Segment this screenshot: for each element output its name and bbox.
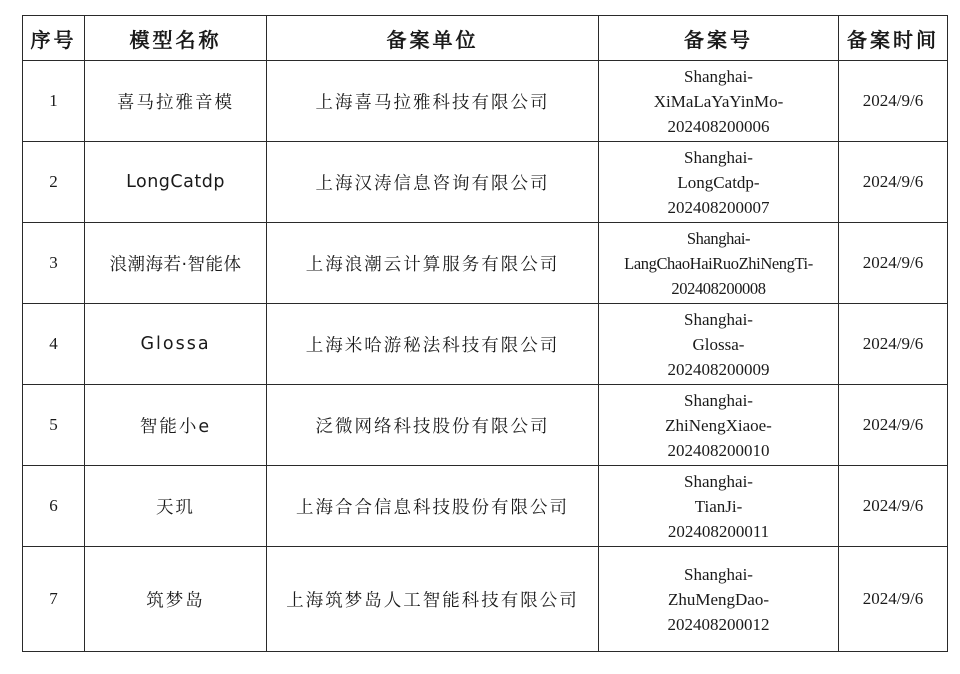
table-body [23,61,948,652]
header-organization: 备案单位 [267,16,599,61]
table-row [23,385,948,466]
cell-registration-no: Shanghai- LangChaoHaiRuoZhiNengTi- 202408200008 [599,223,839,304]
cell-model-name: 智能小e [85,385,267,466]
cell-index: 1 [23,61,85,142]
header-index: 序号 [23,16,85,61]
cell-filing-date: 2024/9/6 [839,466,948,547]
cell-index: 5 [23,385,85,466]
cell-model-name: 筑梦岛 [85,547,267,652]
table-row [23,466,948,547]
cell-model-name: 浪潮海若·智能体 [85,223,267,304]
cell-organization: 上海汉涛信息咨询有限公司 [267,142,599,223]
cell-model-name: 天玑 [85,466,267,547]
cell-organization: 泛微网络科技股份有限公司 [267,385,599,466]
cell-index: 4 [23,304,85,385]
cell-registration-no: Shanghai- TianJi- 202408200011 [599,466,839,547]
cell-filing-date: 2024/9/6 [839,61,948,142]
cell-registration-no: Shanghai- ZhiNengXiaoe- 202408200010 [599,385,839,466]
cell-registration-no: Shanghai- XiMaLaYaYinMo- 202408200006 [599,61,839,142]
cell-index: 6 [23,466,85,547]
cell-registration-no: Shanghai- ZhuMengDao- 202408200012 [599,547,839,652]
cell-organization: 上海喜马拉雅科技有限公司 [267,61,599,142]
cell-filing-date: 2024/9/6 [839,223,948,304]
cell-organization: 上海合合信息科技股份有限公司 [267,466,599,547]
table-header [23,16,948,61]
header-registration-no: 备案号 [599,16,839,61]
cell-registration-no: Shanghai- LongCatdp- 202408200007 [599,142,839,223]
registration-table [22,15,948,652]
table-row [23,547,948,652]
cell-filing-date: 2024/9/6 [839,547,948,652]
cell-model-name: 喜马拉雅音模 [85,61,267,142]
table-row [23,223,948,304]
header-row [23,16,948,61]
table-row [23,142,948,223]
cell-organization: 上海浪潮云计算服务有限公司 [267,223,599,304]
cell-filing-date: 2024/9/6 [839,385,948,466]
cell-organization: 上海筑梦岛人工智能科技有限公司 [267,547,599,652]
cell-index: 2 [23,142,85,223]
table-row [23,61,948,142]
cell-index: 3 [23,223,85,304]
cell-filing-date: 2024/9/6 [839,304,948,385]
table-row [23,304,948,385]
cell-index: 7 [23,547,85,652]
cell-model-name: Glossa [85,304,267,385]
header-model-name: 模型名称 [85,16,267,61]
header-filing-date: 备案时间 [839,16,948,61]
cell-model-name: LongCatdp [85,142,267,223]
cell-filing-date: 2024/9/6 [839,142,948,223]
cell-registration-no: Shanghai- Glossa- 202408200009 [599,304,839,385]
cell-organization: 上海米哈游秘法科技有限公司 [267,304,599,385]
